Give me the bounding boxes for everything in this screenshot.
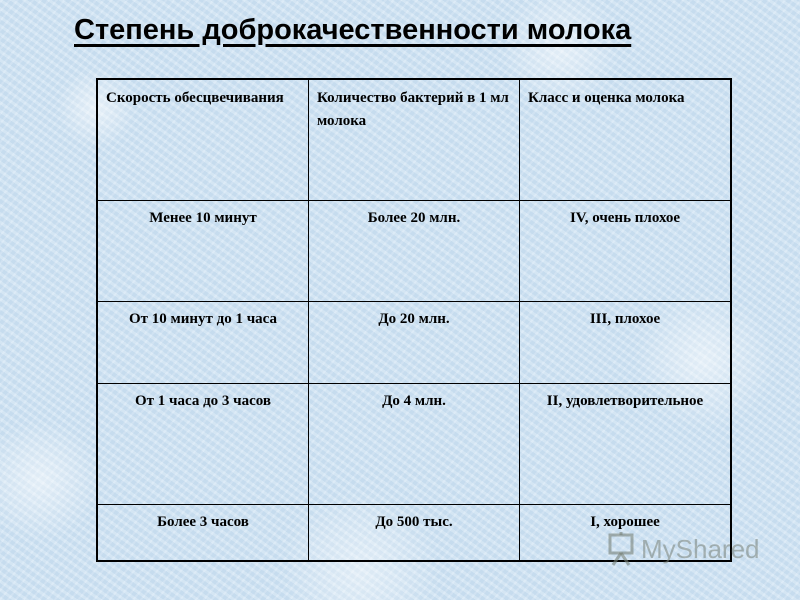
column-header-class-and-grade: Класс и оценка молока	[520, 79, 732, 200]
table-header-row	[97, 79, 731, 200]
table-cell: До 500 тыс.	[309, 504, 520, 561]
watermark	[607, 532, 760, 566]
table-cell: Более 3 часов	[97, 504, 309, 561]
table-cell: Менее 10 минут	[97, 200, 309, 301]
table-cell: До 4 млн.	[309, 383, 520, 504]
table-cell: От 10 минут до 1 часа	[97, 301, 309, 383]
table-cell: Более 20 млн.	[309, 200, 520, 301]
presentation-board-icon	[607, 532, 637, 566]
table-cell: IV, очень плохое	[520, 200, 732, 301]
table-cell: III, плохое	[520, 301, 732, 383]
table-cell: От 1 часа до 3 часов	[97, 383, 309, 504]
column-header-decolorization-speed: Скорость обесцвечивания	[97, 79, 309, 200]
watermark-text: MyShared	[641, 533, 760, 564]
table-cell: I, хорошее	[520, 504, 732, 561]
milk-quality-table	[96, 78, 732, 562]
table-row	[97, 383, 731, 504]
table-cell: II, удовлетворительное	[520, 383, 732, 504]
table-row	[97, 200, 731, 301]
page-title: Степень доброкачественности молока	[74, 14, 632, 46]
table-cell: До 20 млн.	[309, 301, 520, 383]
column-header-bacteria-count: Количество бактерий в 1 мл молока	[309, 79, 520, 200]
table-row	[97, 301, 731, 383]
